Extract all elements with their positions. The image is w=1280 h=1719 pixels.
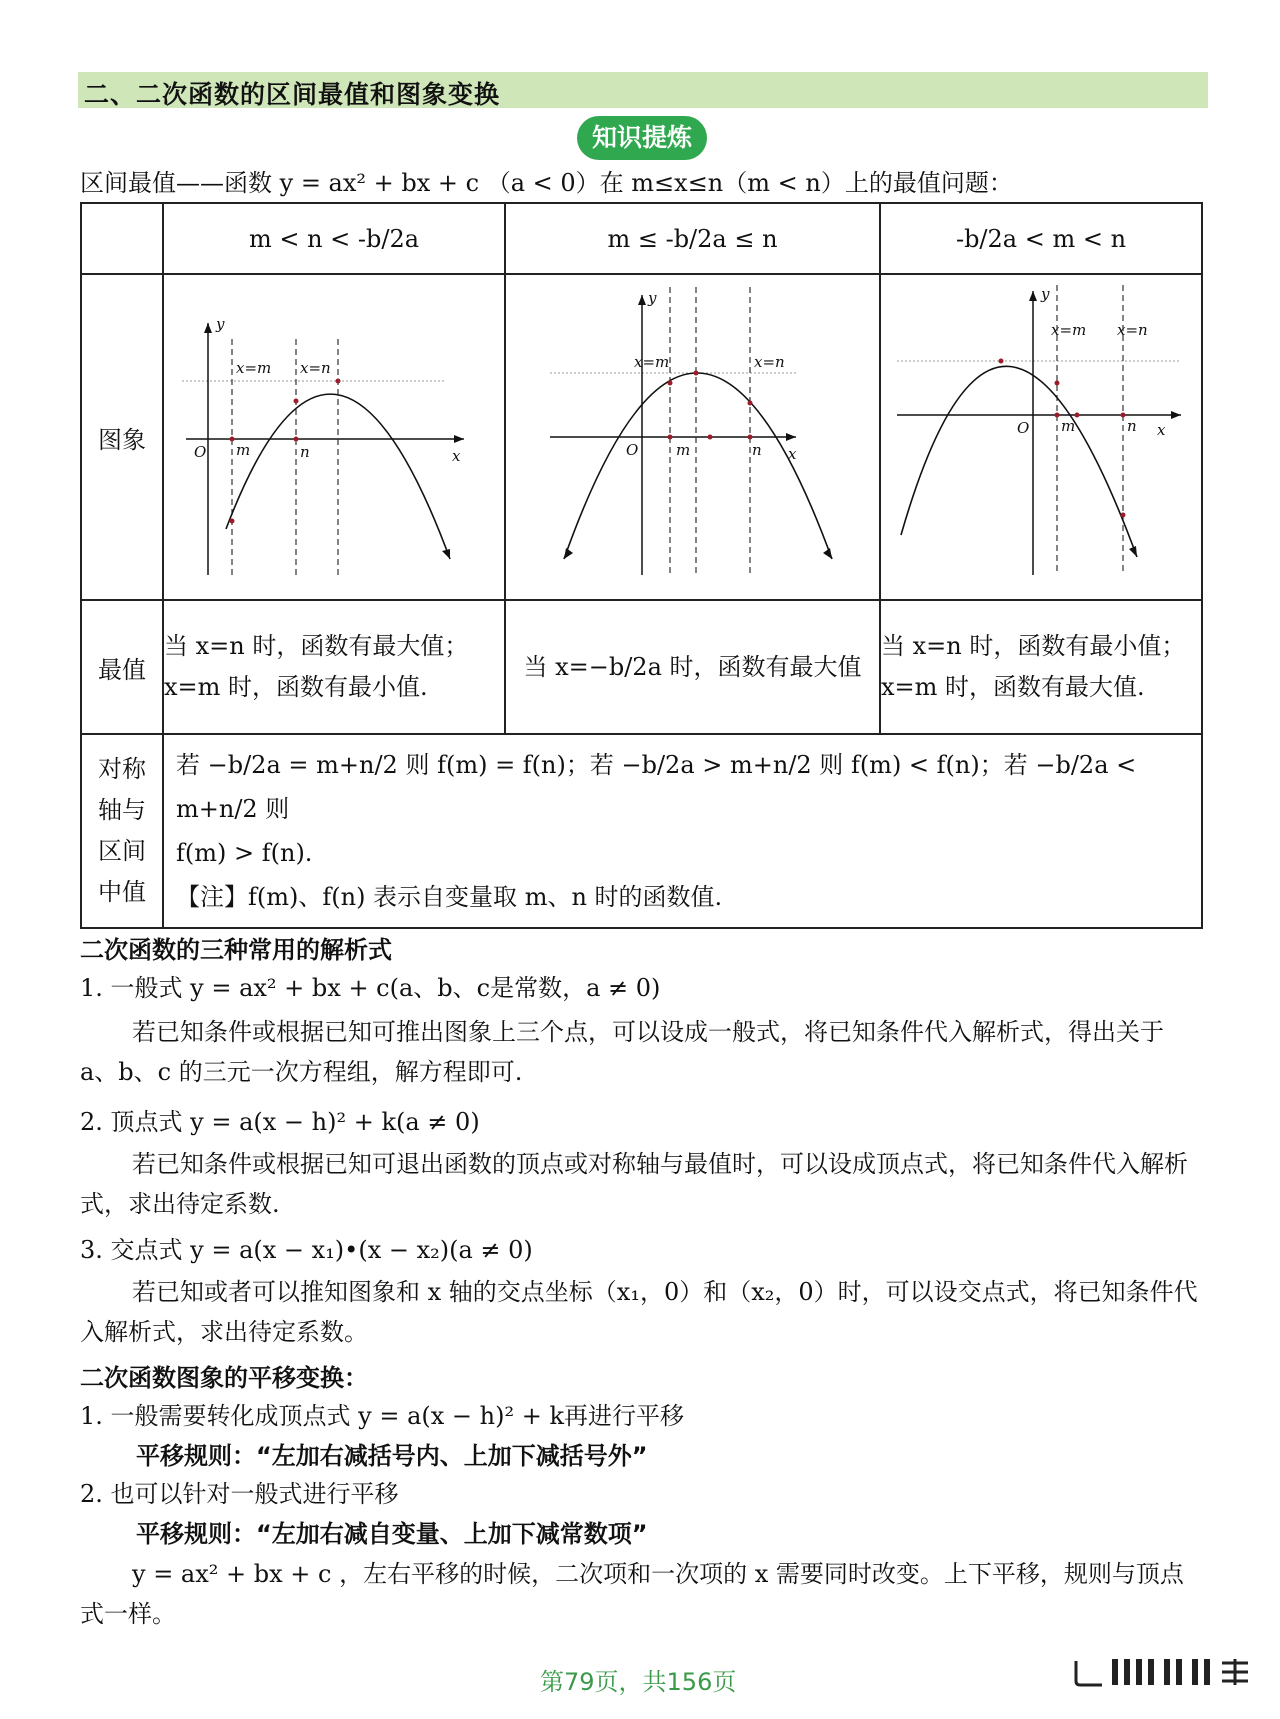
translate-rule-2: 平移规则：“左加右减自变量、上加下减常数项” <box>136 1520 648 1548</box>
row-label-extreme: 最值 <box>81 600 163 734</box>
condition-cell-1: m < n < -b/2a <box>163 203 505 274</box>
table-row-extremes <box>81 600 1202 734</box>
graph-cell-3 <box>880 274 1202 600</box>
graph3-y-label: y <box>1041 285 1050 303</box>
graph2-n-label: n <box>752 441 762 459</box>
graph1-n-label: n <box>300 443 310 461</box>
graph3-xn-label: x=n <box>1117 321 1148 339</box>
graph2-m-label: m <box>676 441 691 459</box>
graph-cell-2 <box>505 274 880 600</box>
condition-cell-3: -b/2a < m < n <box>880 203 1202 274</box>
graph1-y-label: y <box>216 315 225 333</box>
row-label-graph: 图象 <box>81 274 163 600</box>
graph2-origin-label: O <box>626 441 639 459</box>
watermark-logo-icon <box>1072 1655 1262 1689</box>
parabola-graph-2 <box>506 275 877 593</box>
knowledge-badge: 知识提炼 <box>577 116 707 160</box>
translate-rule-1: 平移规则：“左加右减括号内、上加下减括号外” <box>136 1442 648 1470</box>
parabola-graph-1 <box>164 275 502 593</box>
translate-item-2: 2. 也可以针对一般式进行平移 <box>80 1480 399 1508</box>
form-1-body: 若已知条件或根据已知可推出图象上三个点，可以设成一般式，将已知条件代入解析式，得出关于 a、b、c 的三元一次方程组，解方程即可. <box>80 1018 1164 1086</box>
graph2-xm-label: x=m <box>634 353 670 371</box>
translate-note: y = ax² + bx + c ，左右平移的时候，二次项和一次项的 x 需要同时改变。上下平移，规则与顶点式一样。 <box>80 1560 1184 1628</box>
graph1-xm-label: x=m <box>236 359 272 377</box>
graph3-x-label: x <box>1157 421 1166 439</box>
graph-cell-1 <box>163 274 505 600</box>
graph2-xn-label: x=n <box>754 353 785 371</box>
table-row-graphs <box>81 274 1202 600</box>
forms-title: 二次函数的三种常用的解析式 <box>80 936 392 964</box>
table-row-axis <box>81 734 1202 928</box>
graph1-xn-label: x=n <box>300 359 331 377</box>
table-corner-cell <box>81 203 163 274</box>
form-3-head: 3. 交点式 y = a(x − x₁)•(x − x₂)(a ≠ 0) <box>80 1236 533 1264</box>
form-2-head: 2. 顶点式 y = a(x − h)² + k(a ≠ 0) <box>80 1108 480 1136</box>
graph1-m-label: m <box>236 441 251 459</box>
graph2-y-label: y <box>648 289 657 307</box>
page-footer: 第79页，共156页 <box>540 1668 737 1696</box>
graph3-m-label: m <box>1061 417 1076 435</box>
extreme-cell-1: 当 x=n 时，函数有最大值；x=m 时，函数有最小值. <box>163 600 505 734</box>
form-2-body: 若已知条件或根据已知可退出函数的顶点或对称轴与最值时，可以设成顶点式，将已知条件代入解析式，求出待定系数. <box>80 1150 1188 1218</box>
condition-cell-2: m ≤ -b/2a ≤ n <box>505 203 880 274</box>
graph1-origin-label: O <box>194 443 207 461</box>
extreme-cell-2: 当 x=−b/2a 时，函数有最大值 <box>505 600 880 734</box>
section-title: 二、二次函数的区间最值和图象变换 <box>84 80 501 109</box>
graph1-x-label: x <box>452 447 461 465</box>
form-3-body: 若已知或者可以推知图象和 x 轴的交点坐标（x₁，0）和（x₂，0）时，可以设交点式，将已知条件代入解析式，求出待定系数。 <box>80 1278 1198 1346</box>
axis-comparison-cell <box>163 734 1202 928</box>
row-label-axis: 对称轴与区间中值 <box>81 734 163 928</box>
translate-item-1: 1. 一般需要转化成顶点式 y = a(x − h)² + k再进行平移 <box>80 1402 685 1430</box>
intro-line: 区间最值——函数 y = ax² + bx + c （a < 0）在 m≤x≤n（m < n）上的最值问题： <box>80 169 1013 197</box>
parabola-graph-3 <box>881 275 1199 593</box>
axis-line-1: 若 −b/2a = m+n/2 则 f(m) = f(n)；若 −b/2a > m+n/2 则 f(m) < f(n)；若 −b/2a < m+n/2 则 <box>176 751 1137 823</box>
table-row-conditions <box>81 203 1202 274</box>
graph2-x-label: x <box>788 445 797 463</box>
form-1-head: 1. 一般式 y = ax² + bx + c(a、b、c是常数，a ≠ 0) <box>80 974 661 1002</box>
extreme-cell-3: 当 x=n 时，函数有最小值；x=m 时，函数有最大值. <box>880 600 1202 734</box>
graph3-origin-label: O <box>1017 419 1030 437</box>
graph3-n-label: n <box>1127 417 1137 435</box>
axis-line-2: f(m) > f(n). <box>176 839 313 867</box>
extreme-value-table <box>80 202 1203 929</box>
translate-title: 二次函数图象的平移变换： <box>80 1364 368 1392</box>
axis-note: 【注】f(m)、f(n) 表示自变量取 m、n 时的函数值. <box>176 883 723 911</box>
graph3-xm-label: x=m <box>1051 321 1087 339</box>
